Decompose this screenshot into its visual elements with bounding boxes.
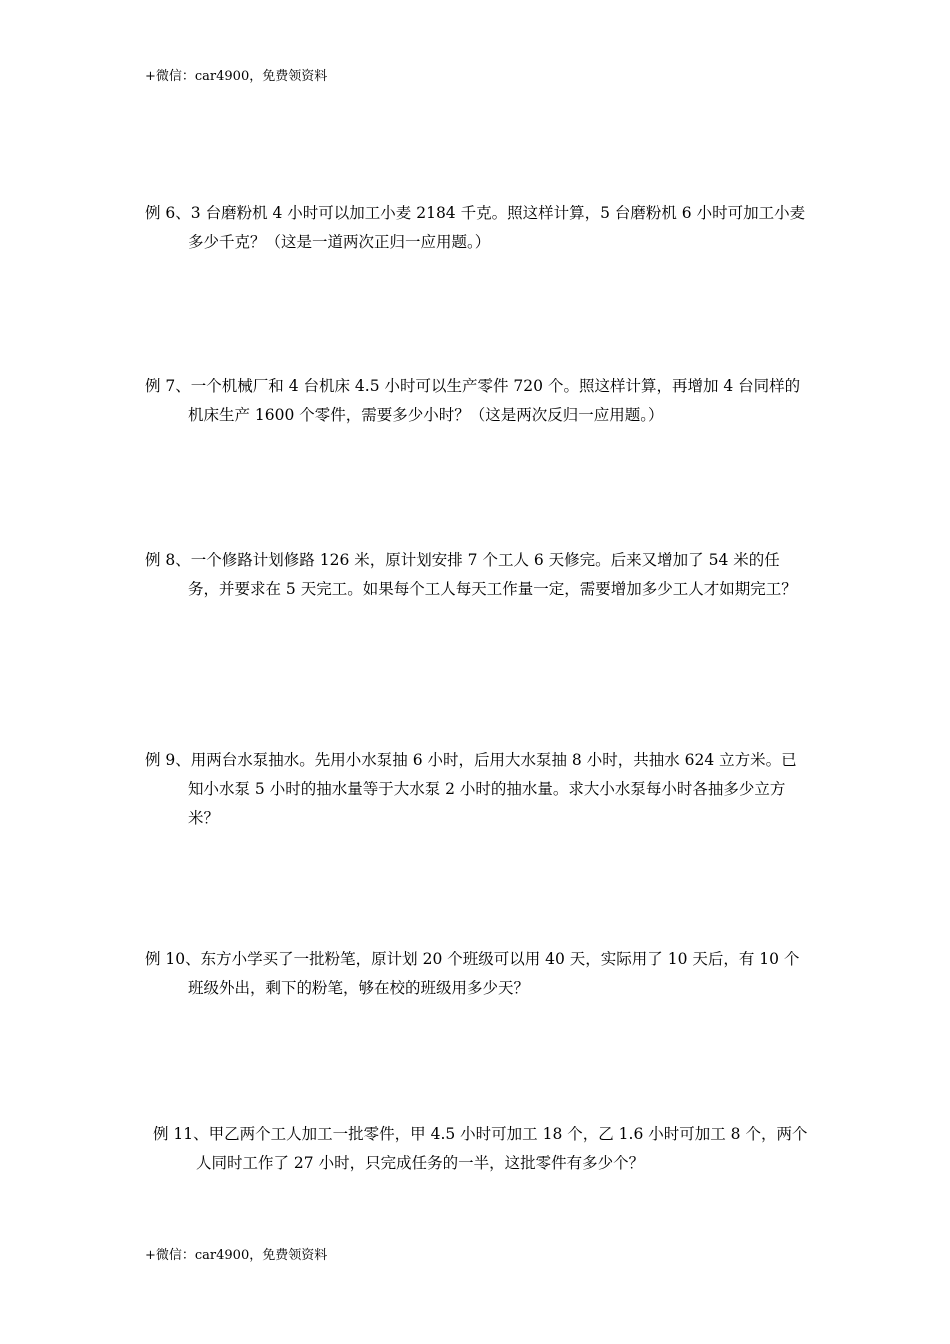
problem-6: 例 6、3 台磨粉机 4 小时可以加工小麦 2184 千克。照这样计算，5 台磨粉机 6 小时可加工小麦多少千克？（这是一道两次正归一应用题。） bbox=[145, 204, 806, 251]
problem-8: 例 8、一个修路计划修路 126 米，原计划安排 7 个工人 6 天修完。后来又增加了 54 米的任务，并要求在 5 天完工。如果每个工人每天工作量一定，需要增加多少工人才如期完工？ bbox=[145, 551, 797, 598]
header-note: +微信：car4900，免费领资料 bbox=[145, 69, 328, 84]
footer-note: +微信：car4900，免费领资料 bbox=[145, 1248, 328, 1263]
problem-11: 例 11、甲乙两个工人加工一批零件，甲 4.5 小时可加工 18 个，乙 1.6 小时可加工 8 个，两个人同时工作了 27 小时，只完成任务的一半，这批零件有多少个？ bbox=[153, 1125, 808, 1172]
problem-7: 例 7、一个机械厂和 4 台机床 4.5 小时可以生产零件 720 个。照这样计算，再增加 4 台同样的机床生产 1600 个零件，需要多少小时？（这是两次反归一应用题。） bbox=[145, 377, 801, 424]
problem-9: 例 9、用两台水泵抽水。先用小水泵抽 6 小时，后用大水泵抽 8 小时，共抽水 624 立方米。已知小水泵 5 小时的抽水量等于大水泵 2 小时的抽水量。求大小水泵每小时各抽多少立方米？ bbox=[145, 751, 797, 827]
problem-10: 例 10、东方小学买了一批粉笔，原计划 20 个班级可以用 40 天，实际用了 10 天后，有 10 个班级外出，剩下的粉笔，够在校的班级用多少天？ bbox=[145, 950, 800, 997]
